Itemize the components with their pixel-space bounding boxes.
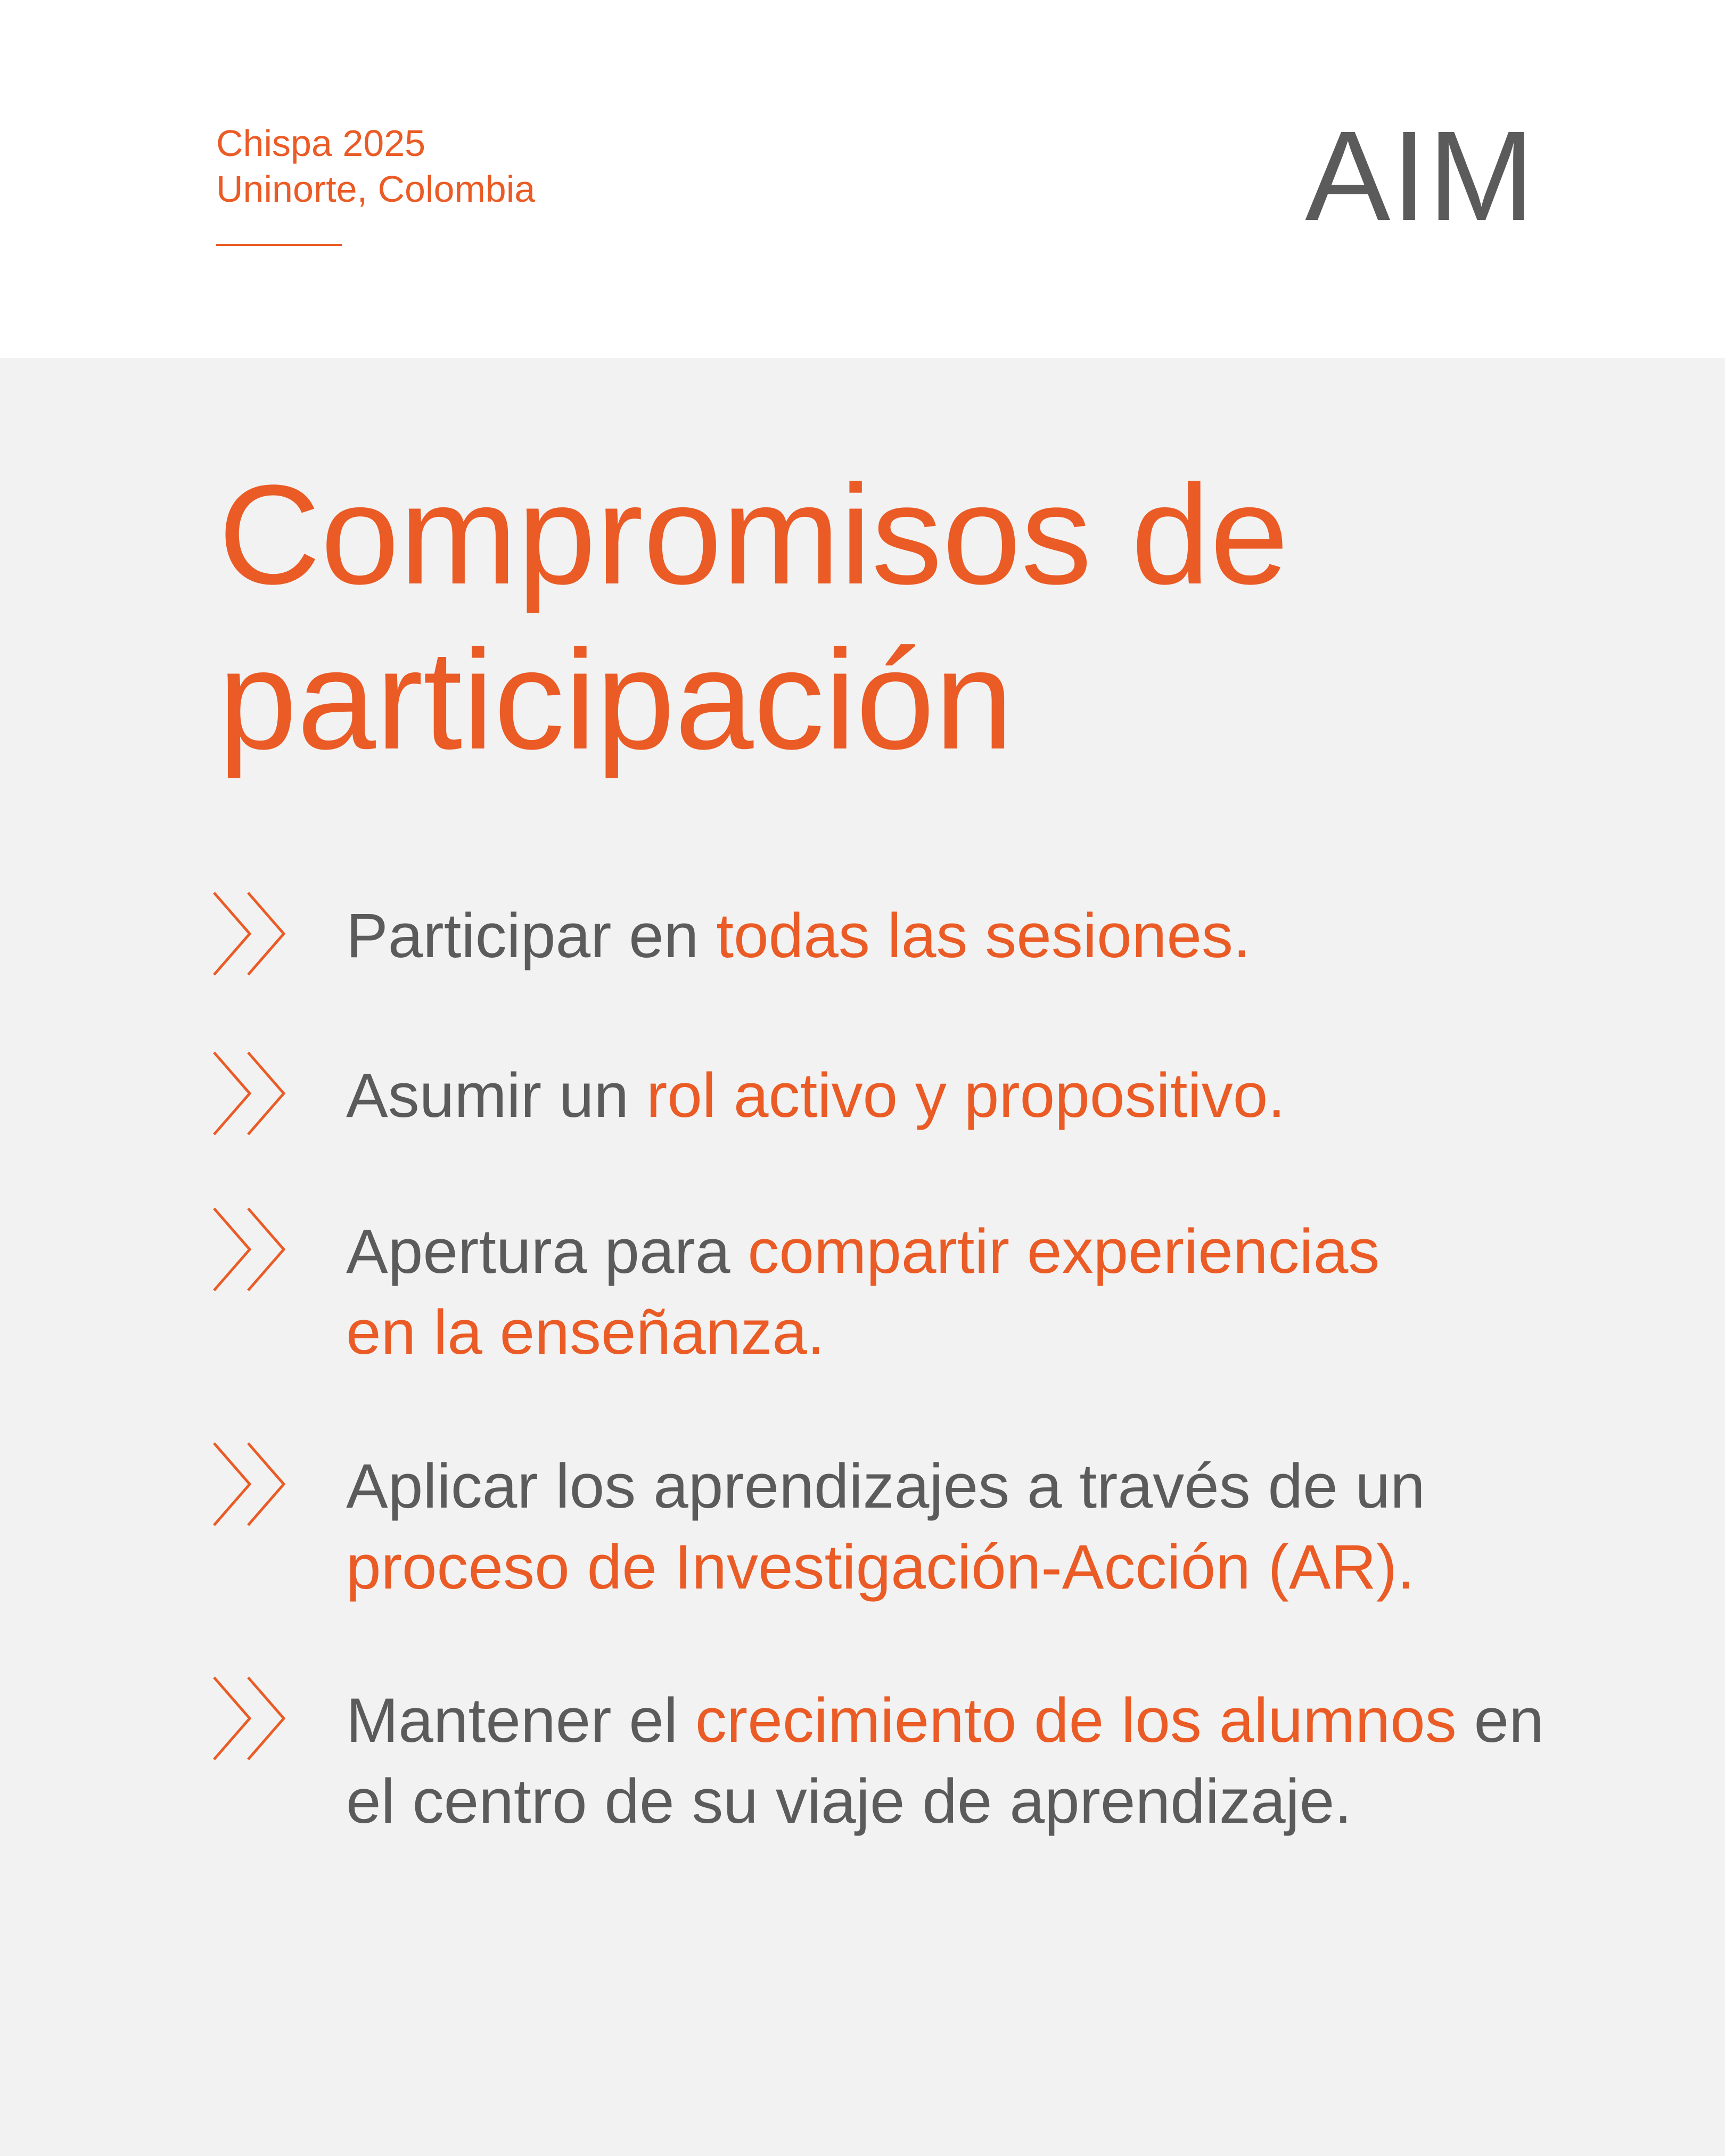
double-chevron-right-icon <box>212 1048 293 1139</box>
plain-text: Mantener el <box>346 1685 695 1756</box>
title-line-2: participación <box>218 621 1014 779</box>
double-chevron-right-icon <box>212 1204 293 1295</box>
commitment-text <box>346 1680 1571 1842</box>
highlight-text: todas las sesiones. <box>716 901 1251 971</box>
commitment-text <box>346 1211 1443 1373</box>
highlight-text: crecimiento de los alumnos <box>695 1685 1457 1756</box>
highlight-text: rol activo y propositivo. <box>646 1060 1286 1131</box>
highlight-text: proceso de Investigación-Acción (AR). <box>346 1532 1415 1602</box>
content-panel <box>0 358 1725 2156</box>
plain-text: Apertura para <box>346 1216 748 1287</box>
double-chevron-right-icon <box>212 1439 293 1529</box>
header-divider <box>216 244 342 246</box>
plain-text: Asumir un <box>346 1060 646 1131</box>
aim-logo: AIM <box>1305 104 1535 247</box>
event-location: Uninorte, Colombia <box>216 168 536 210</box>
double-chevron-right-icon <box>212 888 293 979</box>
event-name: Chispa 2025 <box>216 122 426 164</box>
highlight-text: compartir experiencias en la enseñanza. <box>346 1216 1380 1368</box>
commitment-text <box>346 895 1666 976</box>
plain-text: Participar en <box>346 901 717 971</box>
page-title <box>218 452 1288 783</box>
commitment-text <box>346 1446 1549 1608</box>
title-line-1: Compromisos de <box>218 456 1289 614</box>
commitment-text <box>346 1055 1666 1136</box>
header <box>0 0 1725 358</box>
double-chevron-right-icon <box>212 1673 293 1764</box>
plain-text-tail: en el centro de su viaje de aprendizaje. <box>346 1685 1544 1837</box>
plain-text: Aplicar los aprendizajes a través de un <box>346 1451 1425 1521</box>
